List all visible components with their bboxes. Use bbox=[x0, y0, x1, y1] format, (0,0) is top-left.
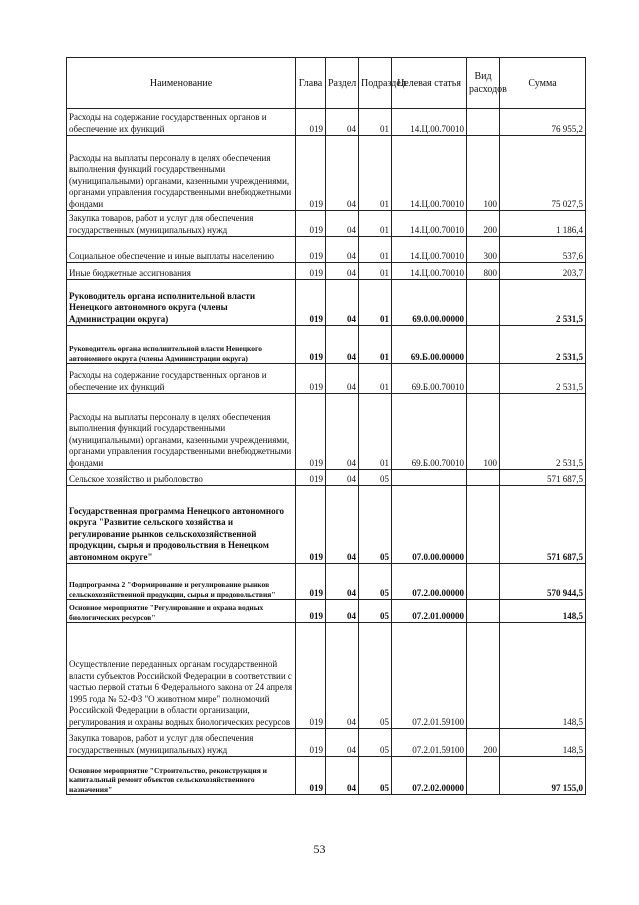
cell-name: Закупка товаров, работ и услуг для обеспечения государственных (муниципальных) нужд bbox=[67, 729, 296, 757]
cell-name: Расходы на содержание государственных органов и обеспечение их функций bbox=[67, 109, 296, 136]
cell-name: Основное мероприятие "Регулирование и охрана водных биологических ресурсов" bbox=[67, 600, 296, 623]
header-row bbox=[67, 58, 586, 109]
cell-chapter: 019 bbox=[296, 211, 326, 237]
cell-expense-type bbox=[467, 470, 500, 486]
table-row bbox=[67, 280, 586, 326]
cell-sum: 2 531,5 bbox=[500, 394, 586, 470]
cell-subsection: 01 bbox=[359, 326, 392, 364]
cell-name: Закупка товаров, работ и услуг для обеспечения государственных (муниципальных) нужд bbox=[67, 211, 296, 237]
cell-name: Расходы на выплаты персоналу в целях обеспечения выполнения функций государственными (муниципальными) органами, казенными учреждениями, органами управления государственными внебюджетными фондами bbox=[67, 394, 296, 470]
cell-chapter: 019 bbox=[296, 237, 326, 263]
cell-target-article: 14.Ц.00.70010 bbox=[392, 263, 467, 280]
cell-subsection: 01 bbox=[359, 263, 392, 280]
cell-target-article: 69.Б.00.70010 bbox=[392, 364, 467, 394]
cell-sum: 76 955,2 bbox=[500, 109, 586, 136]
cell-sum: 75 027,5 bbox=[500, 136, 586, 211]
cell-subsection: 05 bbox=[359, 623, 392, 729]
cell-chapter: 019 bbox=[296, 486, 326, 564]
budget-table bbox=[66, 57, 586, 795]
cell-sum: 537,6 bbox=[500, 237, 586, 263]
cell-chapter: 019 bbox=[296, 136, 326, 211]
cell-subsection: 05 bbox=[359, 564, 392, 600]
cell-expense-type bbox=[467, 280, 500, 326]
cell-name: Сельское хозяйство и рыболовство bbox=[67, 470, 296, 486]
cell-chapter: 019 bbox=[296, 623, 326, 729]
header-sum: Сумма bbox=[500, 58, 586, 109]
cell-chapter: 019 bbox=[296, 729, 326, 757]
cell-expense-type bbox=[467, 326, 500, 364]
cell-section: 04 bbox=[326, 263, 359, 280]
cell-section: 04 bbox=[326, 729, 359, 757]
cell-section: 04 bbox=[326, 486, 359, 564]
cell-target-article: 14.Ц.00.70010 bbox=[392, 237, 467, 263]
cell-subsection: 01 bbox=[359, 211, 392, 237]
cell-subsection: 05 bbox=[359, 600, 392, 623]
cell-subsection: 01 bbox=[359, 109, 392, 136]
cell-chapter: 019 bbox=[296, 326, 326, 364]
cell-sum: 2 531,5 bbox=[500, 280, 586, 326]
cell-sum: 2 531,5 bbox=[500, 326, 586, 364]
header-subsection: Подраздел bbox=[359, 58, 392, 109]
header-chapter: Глава bbox=[296, 58, 326, 109]
cell-chapter: 019 bbox=[296, 757, 326, 795]
cell-target-article: 07.2.00.00000 bbox=[392, 564, 467, 600]
table-row bbox=[67, 600, 586, 623]
cell-subsection: 01 bbox=[359, 364, 392, 394]
cell-sum: 2 531,5 bbox=[500, 364, 586, 394]
cell-section: 04 bbox=[326, 757, 359, 795]
cell-chapter: 019 bbox=[296, 263, 326, 280]
cell-target-article: 69.Б.00.70010 bbox=[392, 394, 467, 470]
table-row bbox=[67, 326, 586, 364]
cell-expense-type bbox=[467, 486, 500, 564]
cell-target-article: 07.0.00.00000 bbox=[392, 486, 467, 564]
cell-sum: 571 687,5 bbox=[500, 470, 586, 486]
cell-chapter: 019 bbox=[296, 564, 326, 600]
table-body bbox=[67, 109, 586, 795]
cell-name: Расходы на выплаты персоналу в целях обеспечения выполнения функций государственными (муниципальными) органами, казенными учреждениями, органами управления государственными внебюджетными фондами bbox=[67, 136, 296, 211]
cell-name: Иные бюджетные ассигнования bbox=[67, 263, 296, 280]
cell-section: 04 bbox=[326, 280, 359, 326]
cell-section: 04 bbox=[326, 564, 359, 600]
cell-target-article: 07.2.02.00000 bbox=[392, 757, 467, 795]
cell-expense-type: 100 bbox=[467, 394, 500, 470]
cell-target-article: 07.2.01.59100 bbox=[392, 623, 467, 729]
cell-name: Руководитель органа исполнительной власти Ненецкого автономного округа (члены Администрации округа) bbox=[67, 280, 296, 326]
table-row bbox=[67, 211, 586, 237]
cell-target-article: 69.0.00.00000 bbox=[392, 280, 467, 326]
cell-chapter: 019 bbox=[296, 600, 326, 623]
cell-expense-type bbox=[467, 364, 500, 394]
cell-name: Осуществление переданных органам государственной власти субъектов Российской Федерации в соответствии с частью первой статьи 6 Федерального закона от 24 апреля 1995 года № 52-ФЗ "О животном мире" полномочий Российской Федерации в области организации, регулирования и охраны водных биологических ресурсов bbox=[67, 623, 296, 729]
cell-target-article: 69.Б.00.00000 bbox=[392, 326, 467, 364]
cell-expense-type: 200 bbox=[467, 211, 500, 237]
cell-target-article: 14.Ц.00.70010 bbox=[392, 136, 467, 211]
header-section: Раздел bbox=[326, 58, 359, 109]
table-row bbox=[67, 237, 586, 263]
header-name: Наименование bbox=[67, 58, 296, 109]
table-row bbox=[67, 263, 586, 280]
table-row bbox=[67, 729, 586, 757]
cell-chapter: 019 bbox=[296, 109, 326, 136]
cell-expense-type bbox=[467, 600, 500, 623]
cell-section: 04 bbox=[326, 109, 359, 136]
cell-expense-type bbox=[467, 623, 500, 729]
table-row bbox=[67, 757, 586, 795]
cell-sum: 148,5 bbox=[500, 623, 586, 729]
cell-expense-type bbox=[467, 564, 500, 600]
header-expense-type: Вид расходов bbox=[467, 58, 500, 109]
cell-name: Руководитель органа исполнительной власти Ненецкого автономного округа (члены Администрации округа) bbox=[67, 326, 296, 364]
cell-subsection: 01 bbox=[359, 280, 392, 326]
cell-sum: 203,7 bbox=[500, 263, 586, 280]
cell-sum: 148,5 bbox=[500, 729, 586, 757]
cell-expense-type bbox=[467, 757, 500, 795]
cell-target-article bbox=[392, 470, 467, 486]
table-row bbox=[67, 109, 586, 136]
cell-name: Социальное обеспечение и иные выплаты населению bbox=[67, 237, 296, 263]
cell-subsection: 05 bbox=[359, 729, 392, 757]
cell-sum: 1 186,4 bbox=[500, 211, 586, 237]
header-target-article: Целевая статья bbox=[392, 58, 467, 109]
cell-name: Основное мероприятие "Строительство, реконструкция и капитальный ремонт объектов сельскохозяйственного назначения" bbox=[67, 757, 296, 795]
cell-sum: 148,5 bbox=[500, 600, 586, 623]
cell-section: 04 bbox=[326, 394, 359, 470]
cell-section: 04 bbox=[326, 600, 359, 623]
table-row bbox=[67, 394, 586, 470]
cell-target-article: 14.Ц.00.70010 bbox=[392, 109, 467, 136]
cell-chapter: 019 bbox=[296, 364, 326, 394]
cell-expense-type: 100 bbox=[467, 136, 500, 211]
cell-subsection: 01 bbox=[359, 136, 392, 211]
cell-subsection: 05 bbox=[359, 757, 392, 795]
cell-target-article: 14.Ц.00.70010 bbox=[392, 211, 467, 237]
cell-section: 04 bbox=[326, 211, 359, 237]
cell-target-article: 07.2.01.59100 bbox=[392, 729, 467, 757]
table-row bbox=[67, 564, 586, 600]
cell-sum: 97 155,0 bbox=[500, 757, 586, 795]
cell-sum: 570 944,5 bbox=[500, 564, 586, 600]
cell-expense-type: 300 bbox=[467, 237, 500, 263]
cell-section: 04 bbox=[326, 237, 359, 263]
cell-chapter: 019 bbox=[296, 394, 326, 470]
cell-name: Государственная программа Ненецкого автономного округа "Развитие сельского хозяйства и регулирование рынков сельскохозяйственной продукции, сырья и продовольствия в Ненецком автономном округе" bbox=[67, 486, 296, 564]
cell-sum: 571 687,5 bbox=[500, 486, 586, 564]
cell-name: Подпрограмма 2 "Формирование и регулирование рынков сельскохозяйственной продукции, сырья и продовольствия" bbox=[67, 564, 296, 600]
cell-subsection: 01 bbox=[359, 394, 392, 470]
cell-section: 04 bbox=[326, 326, 359, 364]
cell-subsection: 01 bbox=[359, 237, 392, 263]
cell-expense-type: 800 bbox=[467, 263, 500, 280]
page-number: 53 bbox=[313, 842, 326, 856]
cell-section: 04 bbox=[326, 136, 359, 211]
cell-section: 04 bbox=[326, 470, 359, 486]
table-row bbox=[67, 623, 586, 729]
cell-expense-type: 200 bbox=[467, 729, 500, 757]
cell-name: Расходы на содержание государственных органов и обеспечение их функций bbox=[67, 364, 296, 394]
table-row bbox=[67, 486, 586, 564]
cell-expense-type bbox=[467, 109, 500, 136]
cell-chapter: 019 bbox=[296, 470, 326, 486]
cell-subsection: 05 bbox=[359, 486, 392, 564]
cell-target-article: 07.2.01.00000 bbox=[392, 600, 467, 623]
cell-chapter: 019 bbox=[296, 280, 326, 326]
table-row bbox=[67, 364, 586, 394]
table-row bbox=[67, 470, 586, 486]
cell-section: 04 bbox=[326, 364, 359, 394]
table-row bbox=[67, 136, 586, 211]
cell-subsection: 05 bbox=[359, 470, 392, 486]
cell-section: 04 bbox=[326, 623, 359, 729]
